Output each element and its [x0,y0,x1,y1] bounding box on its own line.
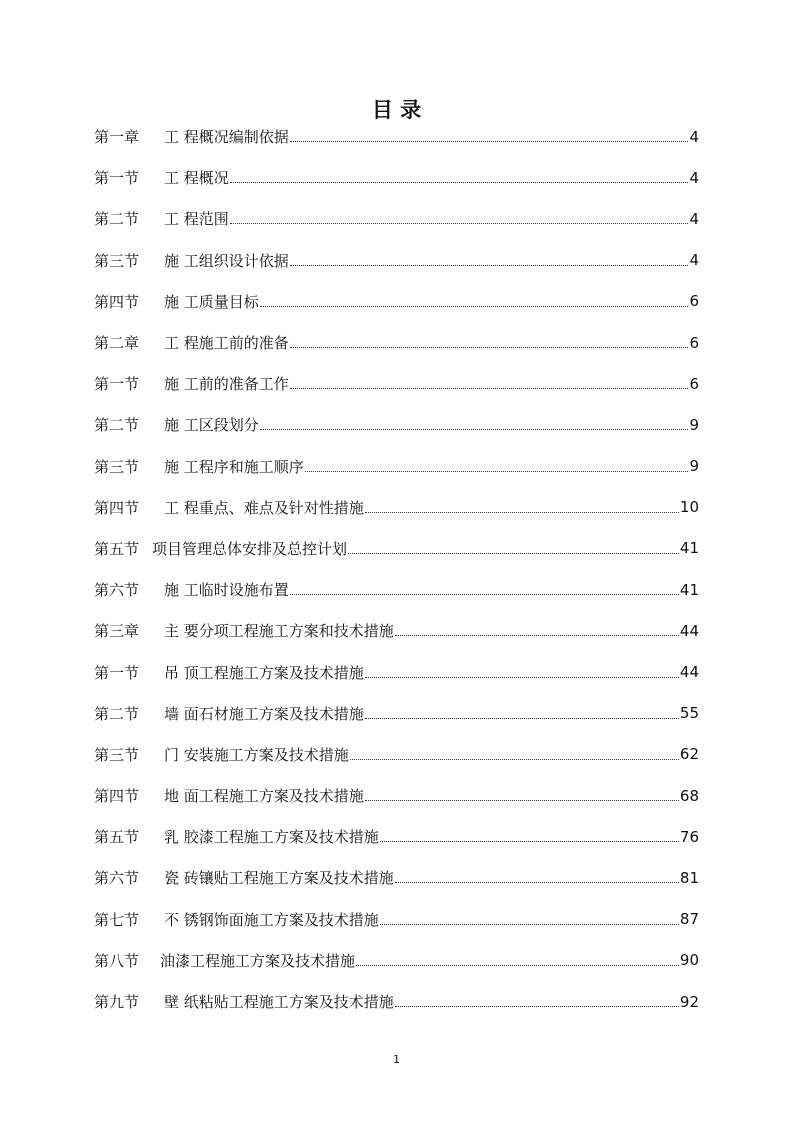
toc-entry-page: 4 [689,251,699,270]
toc-entry-label: 第二节 [94,704,140,723]
toc-entry[interactable] [94,610,699,651]
toc-entry-page: 6 [689,292,699,311]
toc-leader-dots [290,265,689,266]
toc-entry-text: 工 程施工前的准备 [164,334,289,353]
toc-entry-label: 第二节 [94,210,140,229]
toc-entry-page: 90 [679,951,699,970]
toc-leader-dots [365,718,679,719]
toc-entry-text: 工 程重点、难点及针对性措施 [164,498,364,517]
toc-entry-text: 施 工质量目标 [164,292,259,311]
toc-entry-label: 第三节 [94,457,140,476]
toc-leader-dots [230,182,689,183]
toc-leader-dots [395,1006,679,1007]
toc-leader-dots [230,223,689,224]
toc-entry-page: 55 [679,704,699,723]
toc-entry-text: 壁 纸粘贴工程施工方案及技术措施 [164,993,394,1012]
toc-entry-text: 不 锈钢饰面施工方案及技术措施 [164,910,379,929]
toc-entry-page: 68 [679,786,699,805]
toc-title: 目 录 [371,98,422,122]
toc-leader-dots [348,553,679,554]
toc-entry-page: 9 [689,415,699,434]
toc-entry[interactable] [94,198,699,239]
toc-leader-dots [290,141,689,142]
toc-entry[interactable] [94,116,699,157]
toc-entry[interactable] [94,857,699,898]
toc-entry-label: 第二章 [94,334,140,353]
toc-entry-page: 9 [689,457,699,476]
toc-entry-text: 项目管理总体安排及总控计划 [152,539,348,558]
toc-leader-dots [290,347,689,348]
toc-entry-label: 第三章 [94,622,140,641]
toc-entry-page: 4 [689,209,699,228]
toc-entry[interactable] [94,240,699,281]
toc-entry-label: 第二节 [94,416,140,435]
toc-leader-dots [290,594,679,595]
toc-entry[interactable] [94,487,699,528]
toc-leader-dots [305,471,689,472]
toc-entry-label: 第八节 [94,951,140,970]
toc-entry[interactable] [94,981,699,1022]
table-of-contents [94,116,699,1022]
toc-entry-page: 87 [679,910,699,929]
toc-entry-page: 62 [679,745,699,764]
toc-entry-label: 第四节 [94,787,140,806]
toc-entry-label: 第四节 [94,292,140,311]
toc-entry-label: 第九节 [94,993,140,1012]
toc-entry[interactable] [94,322,699,363]
toc-leader-dots [260,306,689,307]
toc-entry[interactable] [94,363,699,404]
toc-entry-text: 施 工区段划分 [164,416,259,435]
toc-entry-label: 第一节 [94,375,140,394]
toc-entry[interactable] [94,651,699,692]
toc-entry-text: 工 程范围 [164,210,229,229]
toc-entry-page: 6 [689,374,699,393]
toc-entry-text: 乳 胶漆工程施工方案及技术措施 [164,828,379,847]
toc-leader-dots [365,512,679,513]
toc-entry-text: 主 要分项工程施工方案和技术措施 [164,622,394,641]
toc-entry-label: 第六节 [94,581,140,600]
toc-entry-label: 第五节 [94,539,140,558]
toc-entry[interactable] [94,528,699,569]
toc-entry[interactable] [94,446,699,487]
toc-leader-dots [380,841,679,842]
toc-entry-label: 第三节 [94,745,140,764]
toc-entry-text: 吊 顶工程施工方案及技术措施 [164,663,364,682]
toc-entry-text: 油漆工程施工方案及技术措施 [160,951,356,970]
toc-entry-page: 4 [689,168,699,187]
toc-entry[interactable] [94,940,699,981]
toc-entry[interactable] [94,404,699,445]
toc-entry[interactable] [94,899,699,940]
toc-entry-text: 工 程概况编制依据 [164,128,289,147]
toc-entry-text: 墙 面石材施工方案及技术措施 [164,704,364,723]
toc-entry-page: 4 [689,127,699,146]
toc-entry-page: 44 [679,663,699,682]
page-number: 1 [393,1053,400,1066]
toc-leader-dots [380,924,679,925]
toc-leader-dots [260,429,689,430]
toc-entry[interactable] [94,693,699,734]
toc-entry-page: 10 [679,498,699,517]
toc-entry-text: 瓷 砖镶贴工程施工方案及技术措施 [164,869,394,888]
toc-entry-text: 施 工前的准备工作 [164,375,289,394]
toc-leader-dots [350,759,679,760]
toc-leader-dots [395,882,679,883]
toc-entry-label: 第七节 [94,910,140,929]
toc-entry-label: 第一节 [94,663,140,682]
toc-entry-page: 81 [679,868,699,887]
toc-entry[interactable] [94,775,699,816]
toc-entry-text: 施 工组织设计依据 [164,251,289,270]
toc-entry-text: 施 工程序和施工顺序 [164,457,304,476]
toc-entry-text: 工 程概况 [164,169,229,188]
toc-leader-dots [290,388,689,389]
toc-entry[interactable] [94,734,699,775]
toc-entry-label: 第三节 [94,251,140,270]
toc-entry-text: 施 工临时设施布置 [164,581,289,600]
toc-entry[interactable] [94,281,699,322]
toc-leader-dots [356,965,679,966]
toc-entry-page: 92 [679,992,699,1011]
toc-entry[interactable] [94,157,699,198]
toc-entry-page: 76 [679,827,699,846]
toc-entry-page: 41 [679,580,699,599]
toc-entry-label: 第四节 [94,498,140,517]
toc-entry[interactable] [94,816,699,857]
toc-entry[interactable] [94,569,699,610]
toc-entry-text: 门 安装施工方案及技术措施 [164,745,349,764]
toc-entry-label: 第一节 [94,169,140,188]
toc-leader-dots [365,677,679,678]
toc-entry-page: 6 [689,333,699,352]
toc-leader-dots [395,635,679,636]
toc-entry-label: 第一章 [94,128,140,147]
toc-leader-dots [365,800,679,801]
toc-entry-page: 41 [679,539,699,558]
toc-entry-label: 第六节 [94,869,140,888]
toc-entry-label: 第五节 [94,828,140,847]
toc-entry-text: 地 面工程施工方案及技术措施 [164,787,364,806]
toc-entry-page: 44 [679,621,699,640]
